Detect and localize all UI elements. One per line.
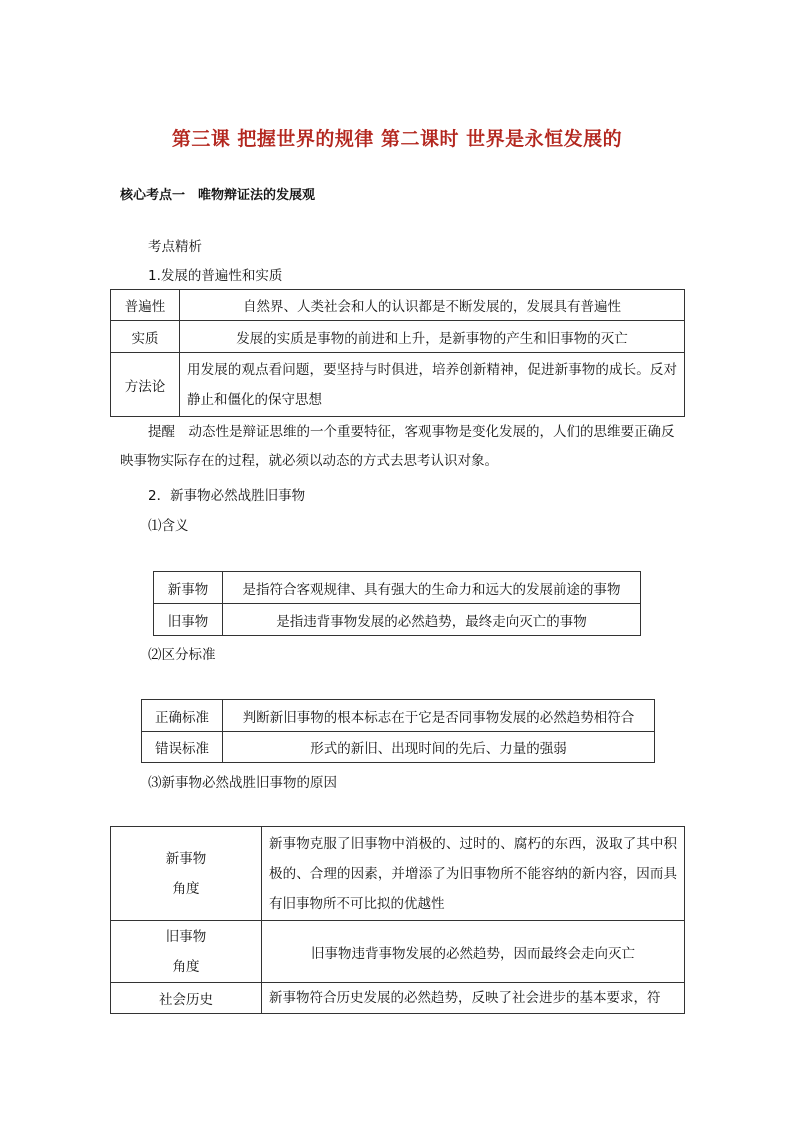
table-row: [111, 321, 685, 353]
table-reasons: [110, 826, 685, 1014]
table-key-line: 角度: [172, 880, 200, 897]
table-row: [142, 700, 655, 732]
table-key-line: 角度: [172, 958, 200, 975]
analysis-label: 考点精析: [148, 239, 202, 255]
table-key: 实质: [111, 321, 180, 353]
table-value: 旧事物违背事物发展的必然趋势，因而最终会走向灭亡: [262, 921, 685, 983]
table-value: 是指违背事物发展的必然趋势，最终走向灭亡的事物: [223, 604, 641, 636]
table-key: 新事物: [154, 572, 223, 604]
table-row: [111, 983, 685, 1014]
table-key: 方法论: [111, 353, 180, 417]
item2-heading: 2．新事物必然战胜旧事物: [148, 488, 306, 504]
sub2-heading: ⑵区分标准: [148, 647, 216, 663]
table-value: 新事物克服了旧事物中消极的、过时的、腐朽的东西，汲取了其中积极的、合理的因素，并增添了为旧事物所不能容纳的新内容，因而具有旧事物所不可比拟的优越性: [262, 827, 685, 921]
table-row: [142, 732, 655, 763]
section-heading: 核心考点一 唯物辩证法的发展观: [120, 188, 316, 203]
table-value: 新事物符合历史发展的必然趋势，反映了社会进步的基本要求，符: [262, 983, 685, 1014]
document-title: 第三课 把握世界的规律 第二课时 世界是永恒发展的: [171, 128, 623, 150]
sub1-heading: ⑴含义: [148, 518, 189, 534]
table-criteria: [141, 699, 655, 763]
table-value: 自然界、人类社会和人的认识都是不断发展的，发展具有普遍性: [180, 290, 685, 321]
table-key: [111, 827, 262, 921]
table-value: 用发展的观点看问题，要坚持与时俱进，培养创新精神，促进新事物的成长。反对静止和僵化的保守思想: [180, 353, 685, 417]
table-row: [154, 572, 641, 604]
table-key-line: 新事物: [165, 850, 207, 867]
table-key-line: 旧事物: [165, 928, 207, 945]
table-value: 是指符合客观规律、具有强大的生命力和远大的发展前途的事物: [223, 572, 641, 604]
table-key: [111, 921, 262, 983]
table-value: 发展的实质是事物的前进和上升，是新事物的产生和旧事物的灭亡: [180, 321, 685, 353]
table-row: [111, 921, 685, 983]
reminder-paragraph: 提醒 动态性是辩证思维的一个重要特征，客观事物是变化发展的，人们的思维要正确反映事物实际存在的过程，就必须以动态的方式去思考认识对象。: [120, 424, 675, 469]
table-value: 形式的新旧、出现时间的先后、力量的强弱: [223, 732, 655, 763]
table-key: 普遍性: [111, 290, 180, 321]
item1-heading: 1.发展的普遍性和实质: [148, 268, 283, 284]
table-value: 判断新旧事物的根本标志在于它是否同事物发展的必然趋势相符合: [223, 700, 655, 732]
table-key: 社会历史: [111, 983, 262, 1014]
table-key: 旧事物: [154, 604, 223, 636]
table-universality-essence: [110, 289, 685, 417]
table-row: [154, 604, 641, 636]
table-row: [111, 827, 685, 921]
table-meaning: [153, 571, 641, 636]
table-key: 正确标准: [142, 700, 223, 732]
table-row: [111, 290, 685, 321]
table-row: [111, 353, 685, 417]
table-key: 错误标准: [142, 732, 223, 763]
sub3-heading: ⑶新事物必然战胜旧事物的原因: [148, 775, 337, 791]
